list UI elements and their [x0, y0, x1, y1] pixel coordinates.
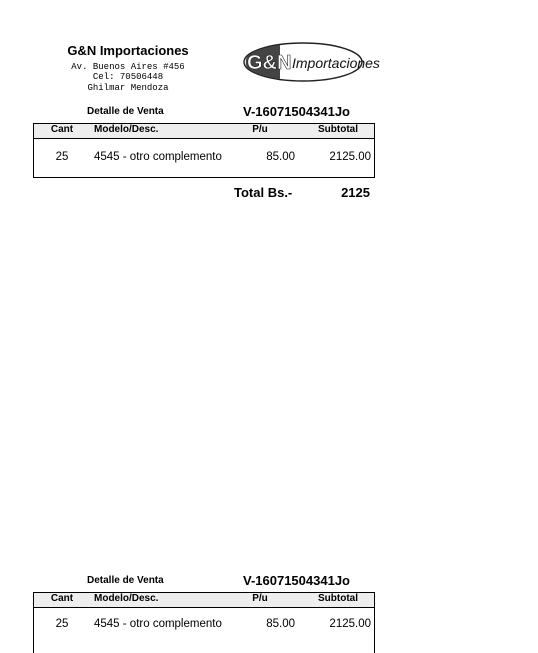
- company-phone: Cel: 70506448: [92, 72, 164, 82]
- cell-subtotal: 2125.00: [329, 618, 371, 630]
- items-table: [33, 592, 375, 653]
- logo-mark: G&N: [247, 52, 292, 74]
- logo-text: Importaciones: [292, 55, 380, 71]
- company-logo: [242, 41, 380, 83]
- company-address: Av. Buenos Aires #456: [71, 62, 185, 72]
- company-name: G&N Importaciones: [67, 43, 189, 58]
- section-title: Detalle de Venta: [87, 575, 164, 586]
- cell-model: 4545 - otro complemento: [94, 618, 222, 630]
- total-value: 2125: [341, 185, 370, 200]
- col-subtotal: Subtotal: [318, 593, 358, 604]
- col-model: Modelo/Desc.: [94, 593, 159, 604]
- col-pu: P/u: [252, 124, 268, 135]
- company-contact: Ghilmar Mendoza: [87, 83, 169, 93]
- cell-subtotal: 2125.00: [329, 151, 371, 163]
- section-title: Detalle de Venta: [87, 106, 164, 117]
- cell-cant: 25: [55, 151, 69, 163]
- col-cant: Cant: [50, 124, 74, 135]
- cell-model: 4545 - otro complemento: [94, 151, 222, 163]
- table-header: [34, 593, 374, 608]
- invoice-number: V-16071504341Jo: [243, 573, 350, 588]
- table-header: [34, 124, 374, 139]
- cell-pu: 85.00: [266, 618, 295, 630]
- col-subtotal: Subtotal: [318, 124, 358, 135]
- items-table: [33, 123, 375, 178]
- invoice-number: V-16071504341Jo: [243, 104, 350, 119]
- col-cant: Cant: [50, 593, 74, 604]
- total-label: Total Bs.-: [234, 185, 293, 200]
- cell-cant: 25: [55, 618, 69, 630]
- col-pu: P/u: [252, 593, 268, 604]
- cell-pu: 85.00: [266, 151, 295, 163]
- col-model: Modelo/Desc.: [94, 124, 159, 135]
